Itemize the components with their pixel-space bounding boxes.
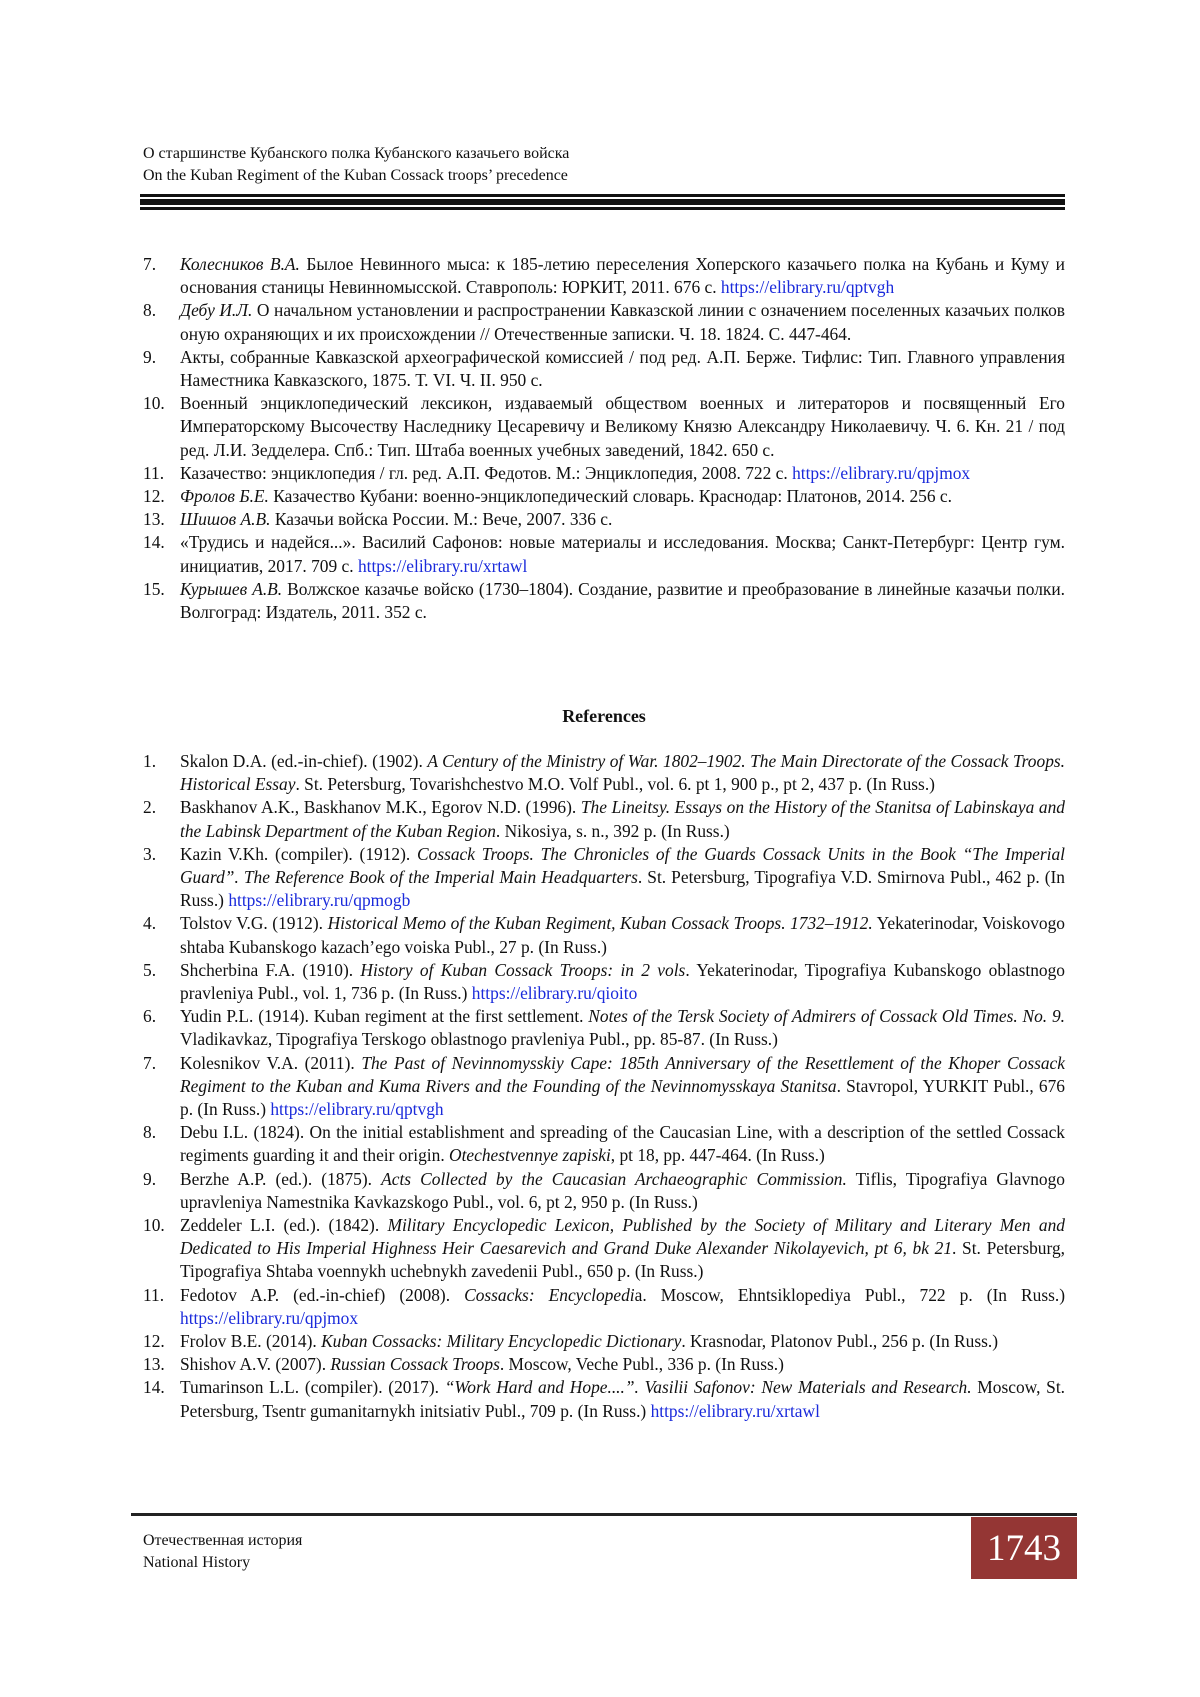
reference-number: 13. — [143, 1353, 180, 1376]
reference-item — [143, 796, 1065, 842]
reference-item — [143, 1005, 1065, 1051]
header-title-ru: О старшинстве Кубанского полка Кубанского казачьего войска — [143, 143, 569, 165]
footer-journal-ru: Отечественная история — [143, 1530, 302, 1552]
reference-item — [143, 253, 1065, 299]
reference-segment: . St. Petersburg, Tipografiya Shtaba voennykh uchebnykh zavedenii Publ., 650 p. (In Russ.) — [180, 1238, 1065, 1281]
reference-segment: . Krasnodar, Platonov Publ., 256 p. (In Russ.) — [681, 1331, 998, 1351]
reference-number: 9. — [143, 1168, 180, 1214]
reference-number: 8. — [143, 1121, 180, 1167]
reference-number: 9. — [143, 346, 180, 392]
reference-item — [143, 843, 1065, 913]
running-footer — [143, 1530, 302, 1574]
reference-number: 12. — [143, 485, 180, 508]
reference-number: 12. — [143, 1330, 180, 1353]
reference-text — [180, 959, 1065, 1005]
reference-item — [143, 392, 1065, 462]
reference-number: 14. — [143, 1376, 180, 1422]
reference-item — [143, 750, 1065, 796]
reference-title: Колесников В.А. — [180, 254, 300, 274]
reference-title: Cossack Troops. The Chronicles of the Guards Cossack Units in the Book “The Imperial Guard”. The Reference Book of the Imperial Main Headquarters — [180, 844, 1065, 887]
reference-item — [143, 1052, 1065, 1122]
reference-text — [180, 1168, 1065, 1214]
reference-text — [180, 578, 1065, 624]
reference-number: 6. — [143, 1005, 180, 1051]
reference-item — [143, 1353, 1065, 1376]
reference-number: 11. — [143, 1284, 180, 1330]
reference-segment: О начальном установлении и распространении Кавказской линии с означением поселенных казачьих полков оную охраняющих и их происхождении // Отечественные записки. Ч. 18. 1824. С. 447-464. — [180, 300, 1065, 343]
reference-number: 15. — [143, 578, 180, 624]
reference-segment: Волжское казачье войско (1730–1804). Создание, развитие и преобразование в линейные казачьи полки. Волгоград: Издатель, 2011. 352 с. — [180, 579, 1065, 622]
reference-text — [180, 485, 1065, 508]
reference-text — [180, 462, 1065, 485]
reference-text — [180, 1052, 1065, 1122]
reference-item — [143, 912, 1065, 958]
reference-title: Acts Collected by the Caucasian Archaeographic Commission. — [381, 1169, 847, 1189]
reference-title: A Century of the Ministry of War. 1802–1902. The Main Directorate of the Cossack Troops. Historical Essay — [180, 751, 1065, 794]
reference-segment: , pt 18, pp. 447-464. (In Russ.) — [611, 1145, 825, 1165]
reference-text — [180, 299, 1065, 345]
reference-segment: a. Moscow, Ehntsiklopediya Publ., 722 p. (In Russ.) — [635, 1285, 1065, 1305]
page-number: 1743 — [971, 1517, 1077, 1579]
footer-rule — [131, 1513, 1077, 1516]
reference-number: 10. — [143, 392, 180, 462]
reference-text — [180, 1121, 1065, 1167]
reference-text — [180, 843, 1065, 913]
reference-segment: Былое Невинного мыса: к 185-летию переселения Хоперского казачьего полка на Кубань и Куму и основания станицы Невинномысской. Ставрополь: ЮРКИТ, 2011. 676 с. — [180, 254, 1065, 297]
reference-segment: Shcherbina F.A. (1910). — [180, 960, 360, 980]
reference-number: 1. — [143, 750, 180, 796]
reference-segment: . Yekaterinodar, Tipografiya Kubanskogo oblastnogo pravleniya Publ., vol. 1, 736 p. (In Russ.) — [180, 960, 1065, 1003]
reference-number: 4. — [143, 912, 180, 958]
reference-item — [143, 1214, 1065, 1284]
reference-segment: Tumarinson L.L. (compiler). (2017). — [180, 1377, 445, 1397]
reference-segment: Baskhanov A.K., Baskhanov M.K., Egorov N.D. (1996). — [180, 797, 581, 817]
reference-title: Фролов Б.Е. — [180, 486, 269, 506]
reference-segment: Tiflis, Tipografiya Glavnogo upravleniya Namestnika Kavkazskogo Publ., vol. 6, pt 2, 950 p. (In Russ.) — [180, 1169, 1065, 1212]
reference-item — [143, 485, 1065, 508]
reference-link[interactable]: https://elibrary.ru/xrtawl — [651, 1401, 820, 1421]
reference-title: Historical Memo of the Kuban Regiment, Kuban Cossack Troops. 1732–1912. — [328, 913, 873, 933]
reference-title: Шишов А.В. — [180, 509, 271, 529]
reference-title: Military Encyclopedic Lexicon, Published by the Society of Military and Literary Men and Dedicated to His Imperial Highness Heir Caesarevich and Grand Duke Alexander Nikolayevich, pt 6, bk 21 — [180, 1215, 1065, 1258]
reference-text — [180, 796, 1065, 842]
reference-item — [143, 531, 1065, 577]
reference-title: History of Kuban Cossack Troops: in 2 vols — [360, 960, 685, 980]
reference-segment: Debu I.L. (1824). On the initial establishment and spreading of the Caucasian Line, with a description of the settled Cossack regiments guarding it and their origin. — [180, 1122, 1065, 1165]
reference-title: Otechestvennye zapiski — [449, 1145, 611, 1165]
reference-number: 13. — [143, 508, 180, 531]
reference-segment: Skalon D.A. (ed.-in-chief). (1902). — [180, 751, 427, 771]
reference-title: Cossacks: Encyclopedi — [464, 1285, 635, 1305]
reference-text — [180, 346, 1065, 392]
reference-segment: Vladikavkaz, Tipografiya Terskogo oblastnogo pravleniya Publ., pp. 85-87. (In Russ.) — [180, 1029, 778, 1049]
reference-number: 5. — [143, 959, 180, 1005]
reference-link[interactable]: https://elibrary.ru/qpjmox — [180, 1308, 358, 1328]
reference-item — [143, 462, 1065, 485]
header-rule — [140, 194, 1065, 210]
reference-segment: Tolstov V.G. (1912). — [180, 913, 328, 933]
reference-text — [180, 1214, 1065, 1284]
reference-number: 7. — [143, 1052, 180, 1122]
reference-number: 10. — [143, 1214, 180, 1284]
reference-text — [180, 1330, 1065, 1353]
reference-text — [180, 1353, 1065, 1376]
reference-item — [143, 1121, 1065, 1167]
reference-text — [180, 253, 1065, 299]
reference-segment: «Трудись и надейся...». Василий Сафонов: новые материалы и исследования. Москва; Санкт-Петербург: Центр гум. инициатив, 2017. 709 с. — [180, 532, 1065, 575]
reference-segment: Kolesnikov V.A. (2011). — [180, 1053, 361, 1073]
reference-title: The Past of Nevinnomysskiy Cape: 185th Anniversary of the Resettlement of the Khoper Cossack Regiment to the Kuban and Kuma Rivers and the Founding of the Nevinnomysskaya Stanitsa — [180, 1053, 1065, 1096]
reference-segment: Военный энциклопедический лексикон, издаваемый обществом военных и литераторов и посвященный Его Императорскому Высочеству Наследнику Цесаревичу и Великому Князю Александру Николаевичу. Ч. 6. Кн. 21 / под ред. Л.И. Зедделера. Спб.: Тип. Штаба военных учебных заведений, 1842. 650 с. — [180, 393, 1065, 459]
reference-segment: Казачьи войска России. М.: Вече, 2007. 336 с. — [271, 509, 613, 529]
reference-item — [143, 508, 1065, 531]
running-header — [143, 143, 569, 187]
reference-item — [143, 346, 1065, 392]
reference-segment: . Stavropol, YURKIT Publ., 676 p. (In Russ.) — [180, 1076, 1065, 1119]
reference-link[interactable]: https://elibrary.ru/qptvgh — [270, 1099, 443, 1119]
reference-segment: Frolov B.E. (2014). — [180, 1331, 321, 1351]
reference-text — [180, 508, 1065, 531]
reference-segment: Yudin P.L. (1914). Kuban regiment at the first settlement. — [180, 1006, 588, 1026]
reference-title: The Lineitsy. Essays on the History of the Stanitsa of Labinskaya and the Labinsk Department of the Kuban Region — [180, 797, 1065, 840]
reference-title: Kuban Cossacks: Military Encyclopedic Dictionary — [321, 1331, 681, 1351]
reference-link[interactable]: https://elibrary.ru/qpmogb — [228, 890, 410, 910]
reference-item — [143, 1168, 1065, 1214]
reference-segment: Berzhe A.P. (ed.). (1875). — [180, 1169, 381, 1189]
reference-segment: . St. Petersburg, Tovarishchestvo M.O. Volf Publ., vol. 6. pt 1, 900 p., pt 2, 437 p. (In Russ.) — [295, 774, 935, 794]
reference-text — [180, 750, 1065, 796]
reference-number: 8. — [143, 299, 180, 345]
reference-title: Дебу И.Л. — [180, 300, 252, 320]
reference-segment: Zeddeler L.I. (ed.). (1842). — [180, 1215, 387, 1235]
reference-segment: Казачество: энциклопедия / гл. ред. А.П. Федотов. М.: Энциклопедия, 2008. 722 с. — [180, 463, 792, 483]
reference-text — [180, 912, 1065, 958]
sources-list — [143, 253, 1065, 624]
reference-text — [180, 1376, 1065, 1422]
reference-link[interactable]: https://elibrary.ru/xrtawl — [358, 556, 527, 576]
reference-text — [180, 1284, 1065, 1330]
reference-item — [143, 1330, 1065, 1353]
reference-text — [180, 1005, 1065, 1051]
reference-item — [143, 1376, 1065, 1422]
reference-item — [143, 959, 1065, 1005]
reference-title: Notes of the Tersk Society of Admirers of Cossack Old Times. No. 9. — [588, 1006, 1065, 1026]
reference-segment: Yekaterinodar, Voiskovogo shtaba Kubanskogo kazach’ego voiska Publ., 27 p. (In Russ.) — [180, 913, 1065, 956]
reference-segment: Казачество Кубани: военно-энциклопедический словарь. Краснодар: Платонов, 2014. 256 с. — [269, 486, 952, 506]
reference-segment: Kazin V.Kh. (compiler). (1912). — [180, 844, 417, 864]
reference-segment: Shishov A.V. (2007). — [180, 1354, 330, 1374]
reference-number: 14. — [143, 531, 180, 577]
reference-segment: Акты, собранные Кавказской археографической комиссией / под ред. А.П. Берже. Тифлис: Тип. Главного управления Наместника Кавказского, 1875. Т. VI. Ч. II. 950 с. — [180, 347, 1065, 390]
reference-link[interactable]: https://elibrary.ru/qpjmox — [792, 463, 970, 483]
reference-title: “Work Hard and Hope....”. Vasilii Safonov: New Materials and Research. — [445, 1377, 972, 1397]
reference-link[interactable]: https://elibrary.ru/qioito — [472, 983, 638, 1003]
reference-number: 3. — [143, 843, 180, 913]
reference-item — [143, 1284, 1065, 1330]
reference-text — [180, 531, 1065, 577]
reference-segment: Moscow, St. Petersburg, Tsentr gumanitarnykh initsiativ Publ., 709 p. (In Russ.) — [180, 1377, 1065, 1420]
footer-journal-en: National History — [143, 1552, 302, 1574]
reference-link[interactable]: https://elibrary.ru/qptvgh — [721, 277, 894, 297]
reference-number: 11. — [143, 462, 180, 485]
reference-segment: . St. Petersburg, Tipografiya V.D. Smirnova Publ., 462 p. (In Russ.) — [180, 867, 1065, 910]
reference-segment: . Nikosiya, s. n., 392 p. (In Russ.) — [496, 821, 730, 841]
reference-item — [143, 578, 1065, 624]
header-title-en: On the Kuban Regiment of the Kuban Cossack troops’ precedence — [143, 165, 569, 187]
reference-title: Russian Cossack Troops — [330, 1354, 499, 1374]
reference-segment: Fedotov A.P. (ed.-in-chief) (2008). — [180, 1285, 464, 1305]
reference-segment: . Moscow, Veche Publ., 336 p. (In Russ.) — [500, 1354, 784, 1374]
reference-item — [143, 299, 1065, 345]
reference-text — [180, 392, 1065, 462]
references-heading: References — [143, 706, 1065, 727]
reference-number: 7. — [143, 253, 180, 299]
reference-title: Курышев А.В. — [180, 579, 282, 599]
references-list — [143, 750, 1065, 1423]
reference-number: 2. — [143, 796, 180, 842]
